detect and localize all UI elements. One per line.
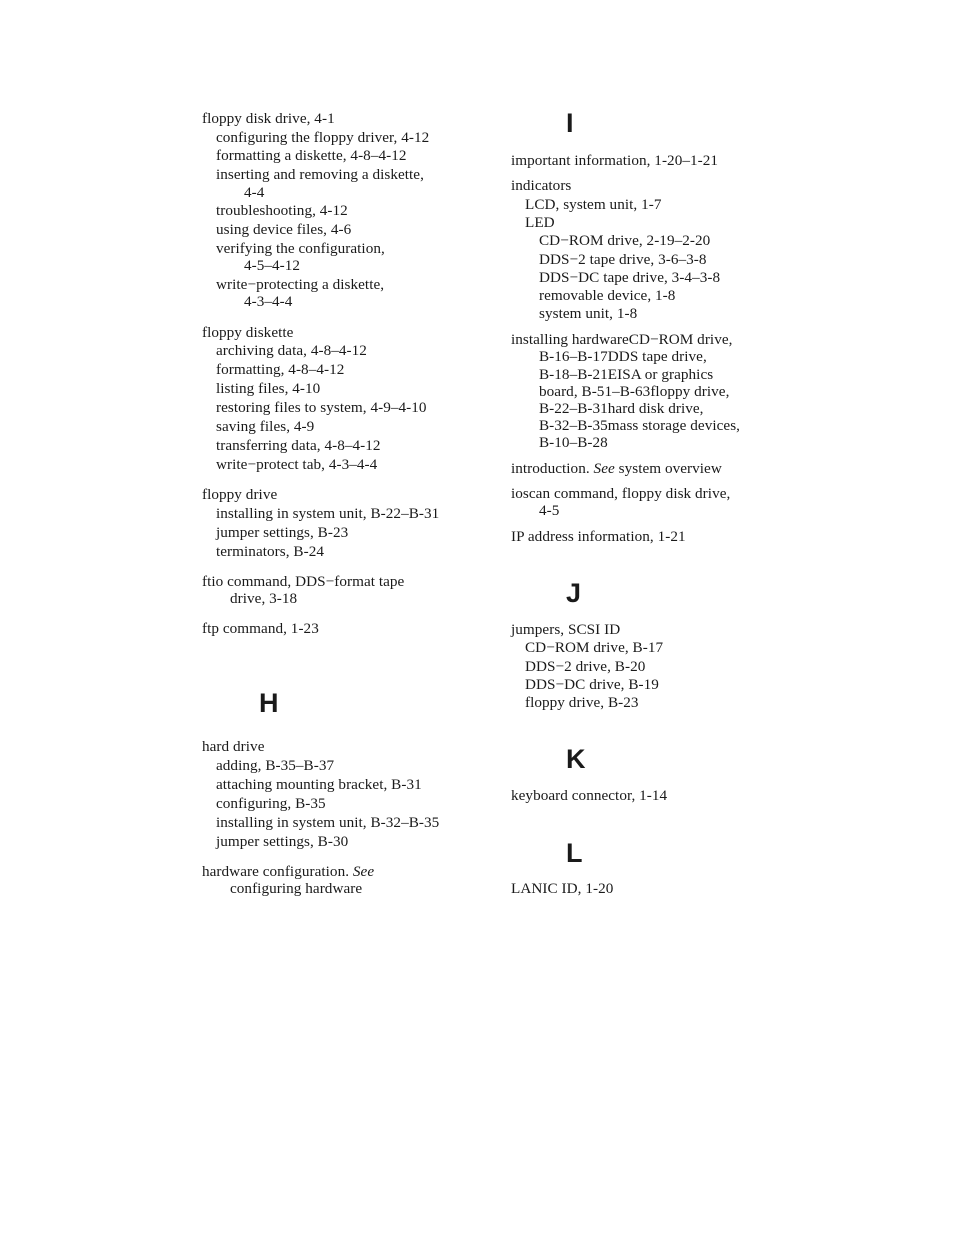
index-entry bbox=[511, 331, 733, 349]
index-subentry bbox=[216, 202, 348, 220]
index-subentry bbox=[525, 694, 639, 712]
index-entry-continuation bbox=[244, 293, 292, 311]
index-entry bbox=[511, 528, 686, 546]
index-subentry bbox=[216, 418, 314, 436]
index-entry-continuation bbox=[539, 400, 704, 418]
entry-text: terminators, B-24 bbox=[216, 543, 324, 560]
section-letter-h: H bbox=[259, 688, 279, 718]
entry-text: CD−ROM drive, 2-19–2-20 bbox=[539, 232, 711, 249]
entry-text: saving files, 4-9 bbox=[216, 418, 315, 435]
index-subentry bbox=[216, 129, 429, 147]
entry-text: introduction. bbox=[511, 460, 594, 477]
entry-text: adding, B-35–B-37 bbox=[216, 757, 335, 774]
entry-text: attaching mounting bracket, B-31 bbox=[216, 776, 422, 793]
entry-text: drive, 3-18 bbox=[230, 590, 298, 607]
index-entry-continuation bbox=[244, 257, 300, 275]
entry-text: important information, 1-20–1-21 bbox=[511, 152, 719, 169]
index-entry bbox=[511, 152, 718, 170]
entry-text: indicators bbox=[511, 177, 572, 194]
entry-text: transferring data, 4-8–4-12 bbox=[216, 437, 381, 454]
index-subentry bbox=[216, 166, 424, 184]
index-entry bbox=[202, 738, 265, 756]
index-subentry bbox=[216, 776, 422, 794]
entry-text: restoring files to system, 4-9–4-10 bbox=[216, 399, 427, 416]
entry-text: ftio command, DDS−format tape bbox=[202, 573, 405, 590]
entry-text: LANIC ID, 1-20 bbox=[511, 880, 614, 897]
index-entry bbox=[202, 863, 374, 881]
entry-text: hardware configuration. bbox=[202, 863, 353, 880]
entry-text: ioscan command, floppy disk drive, bbox=[511, 485, 731, 502]
entry-text: removable device, 1-8 bbox=[539, 287, 676, 304]
entry-text: DDS−2 tape drive, 3-6–3-8 bbox=[539, 251, 707, 268]
entry-text: DDS−DC tape drive, 3-4–3-8 bbox=[539, 269, 721, 286]
see-reference: See bbox=[352, 863, 375, 880]
entry-text: jumpers, SCSI ID bbox=[511, 621, 621, 638]
index-entry bbox=[511, 485, 730, 503]
entry-text: keyboard connector, 1-14 bbox=[511, 787, 668, 804]
entry-text: installing in system unit, B-22–B-31 bbox=[216, 505, 440, 522]
entry-text: 4-5 bbox=[539, 502, 560, 519]
entry-text: configuring hardware bbox=[230, 880, 363, 897]
entry-text: floppy disk drive, 4-1 bbox=[202, 110, 335, 127]
index-entry-continuation bbox=[539, 502, 559, 520]
entry-text: DDS−DC drive, B-19 bbox=[525, 676, 659, 693]
entry-text: listing files, 4-10 bbox=[216, 380, 321, 397]
entry-text: system unit, 1-8 bbox=[539, 305, 638, 322]
index-entry bbox=[202, 573, 404, 591]
entry-text: IP address information, 1-21 bbox=[511, 528, 686, 545]
index-subentry bbox=[539, 269, 720, 287]
index-subentry bbox=[216, 757, 334, 775]
index-subentry bbox=[216, 276, 384, 294]
index-entry-continuation bbox=[244, 184, 264, 202]
index-subentry bbox=[216, 399, 427, 417]
index-entry-continuation bbox=[539, 348, 707, 366]
index-subentry bbox=[216, 221, 351, 239]
index-entry bbox=[202, 324, 293, 342]
entry-text: installing in system unit, B-32–B-35 bbox=[216, 814, 440, 831]
entry-text: B-22–B-31hard disk drive, bbox=[539, 400, 704, 417]
section-letter-l: L bbox=[566, 838, 583, 868]
entry-text: inserting and removing a diskette, bbox=[216, 166, 424, 183]
index-entry bbox=[202, 486, 277, 504]
entry-text: 4-4 bbox=[244, 184, 265, 201]
index-subentry bbox=[216, 833, 348, 851]
index-entry bbox=[511, 460, 722, 478]
index-subentry bbox=[216, 795, 326, 813]
entry-text: jumper settings, B-30 bbox=[216, 833, 349, 850]
entry-text: floppy drive, B-23 bbox=[525, 694, 639, 711]
entry-text: B-10–B-28 bbox=[539, 434, 608, 451]
entry-text: configuring, B-35 bbox=[216, 795, 326, 812]
index-subentry bbox=[539, 232, 710, 250]
index-subentry bbox=[216, 147, 407, 165]
entry-text: troubleshooting, 4-12 bbox=[216, 202, 348, 219]
see-target: system overview bbox=[614, 460, 722, 477]
index-subentry bbox=[216, 361, 344, 379]
entry-text: 4-5–4-12 bbox=[244, 257, 301, 274]
index-subentry bbox=[525, 676, 659, 694]
index-entry bbox=[511, 177, 571, 195]
index-entry-continuation bbox=[230, 880, 362, 898]
index-subentry bbox=[216, 437, 381, 455]
index-entry bbox=[511, 787, 667, 805]
index-subentry bbox=[216, 505, 439, 523]
index-subentry bbox=[216, 814, 439, 832]
see-reference: See bbox=[593, 460, 615, 477]
index-subentry bbox=[216, 456, 377, 474]
entry-text: B-16–B-17DDS tape drive, bbox=[539, 348, 707, 365]
entry-text: jumper settings, B-23 bbox=[216, 524, 349, 541]
entry-text: ftp command, 1-23 bbox=[202, 620, 319, 637]
index-subentry bbox=[539, 251, 707, 269]
index-subentry bbox=[539, 287, 675, 305]
entry-text: verifying the configuration, bbox=[216, 240, 385, 257]
entry-text: using device files, 4-6 bbox=[216, 221, 352, 238]
entry-text: formatting a diskette, 4-8–4-12 bbox=[216, 147, 407, 164]
index-subentry bbox=[216, 380, 320, 398]
index-entry-continuation bbox=[230, 590, 297, 608]
section-letter-j: J bbox=[566, 578, 582, 608]
index-entry-continuation bbox=[539, 417, 740, 435]
index-subentry bbox=[216, 342, 367, 360]
index-entry bbox=[511, 880, 613, 898]
entry-text: B-18–B-21EISA or graphics bbox=[539, 366, 714, 383]
section-letter-k: K bbox=[566, 744, 586, 774]
entry-text: write−protect tab, 4-3–4-4 bbox=[216, 456, 378, 473]
index-entry bbox=[202, 110, 335, 128]
index-subentry bbox=[525, 214, 555, 232]
entry-text: formatting, 4-8–4-12 bbox=[216, 361, 345, 378]
index-entry-continuation bbox=[539, 366, 713, 384]
entry-text: write−protecting a diskette, bbox=[216, 276, 385, 293]
entry-text: LCD, system unit, 1-7 bbox=[525, 196, 662, 213]
index-entry-continuation bbox=[539, 383, 729, 401]
entry-text: board, B-51–B-63floppy drive, bbox=[539, 383, 730, 400]
index-subentry bbox=[525, 196, 661, 214]
index-entry-continuation bbox=[539, 434, 608, 452]
entry-text: 4-3–4-4 bbox=[244, 293, 293, 310]
index-subentry bbox=[525, 658, 645, 676]
entry-text: CD−ROM drive, B-17 bbox=[525, 639, 664, 656]
entry-text: DDS−2 drive, B-20 bbox=[525, 658, 646, 675]
index-entry bbox=[202, 620, 319, 638]
index-subentry bbox=[539, 305, 637, 323]
index-subentry bbox=[216, 240, 385, 258]
entry-text: configuring the floppy driver, 4-12 bbox=[216, 129, 430, 146]
entry-text: B-32–B-35mass storage devices, bbox=[539, 417, 741, 434]
index-subentry bbox=[216, 524, 348, 542]
section-letter-i: I bbox=[566, 108, 574, 138]
entry-text: hard drive bbox=[202, 738, 265, 755]
entry-text: LED bbox=[525, 214, 555, 231]
index-subentry bbox=[216, 543, 324, 561]
entry-text: floppy drive bbox=[202, 486, 278, 503]
index-subentry bbox=[525, 639, 663, 657]
entry-text: floppy diskette bbox=[202, 324, 294, 341]
entry-text: archiving data, 4-8–4-12 bbox=[216, 342, 367, 359]
entry-text: installing hardwareCD−ROM drive, bbox=[511, 331, 733, 348]
index-entry bbox=[511, 621, 620, 639]
